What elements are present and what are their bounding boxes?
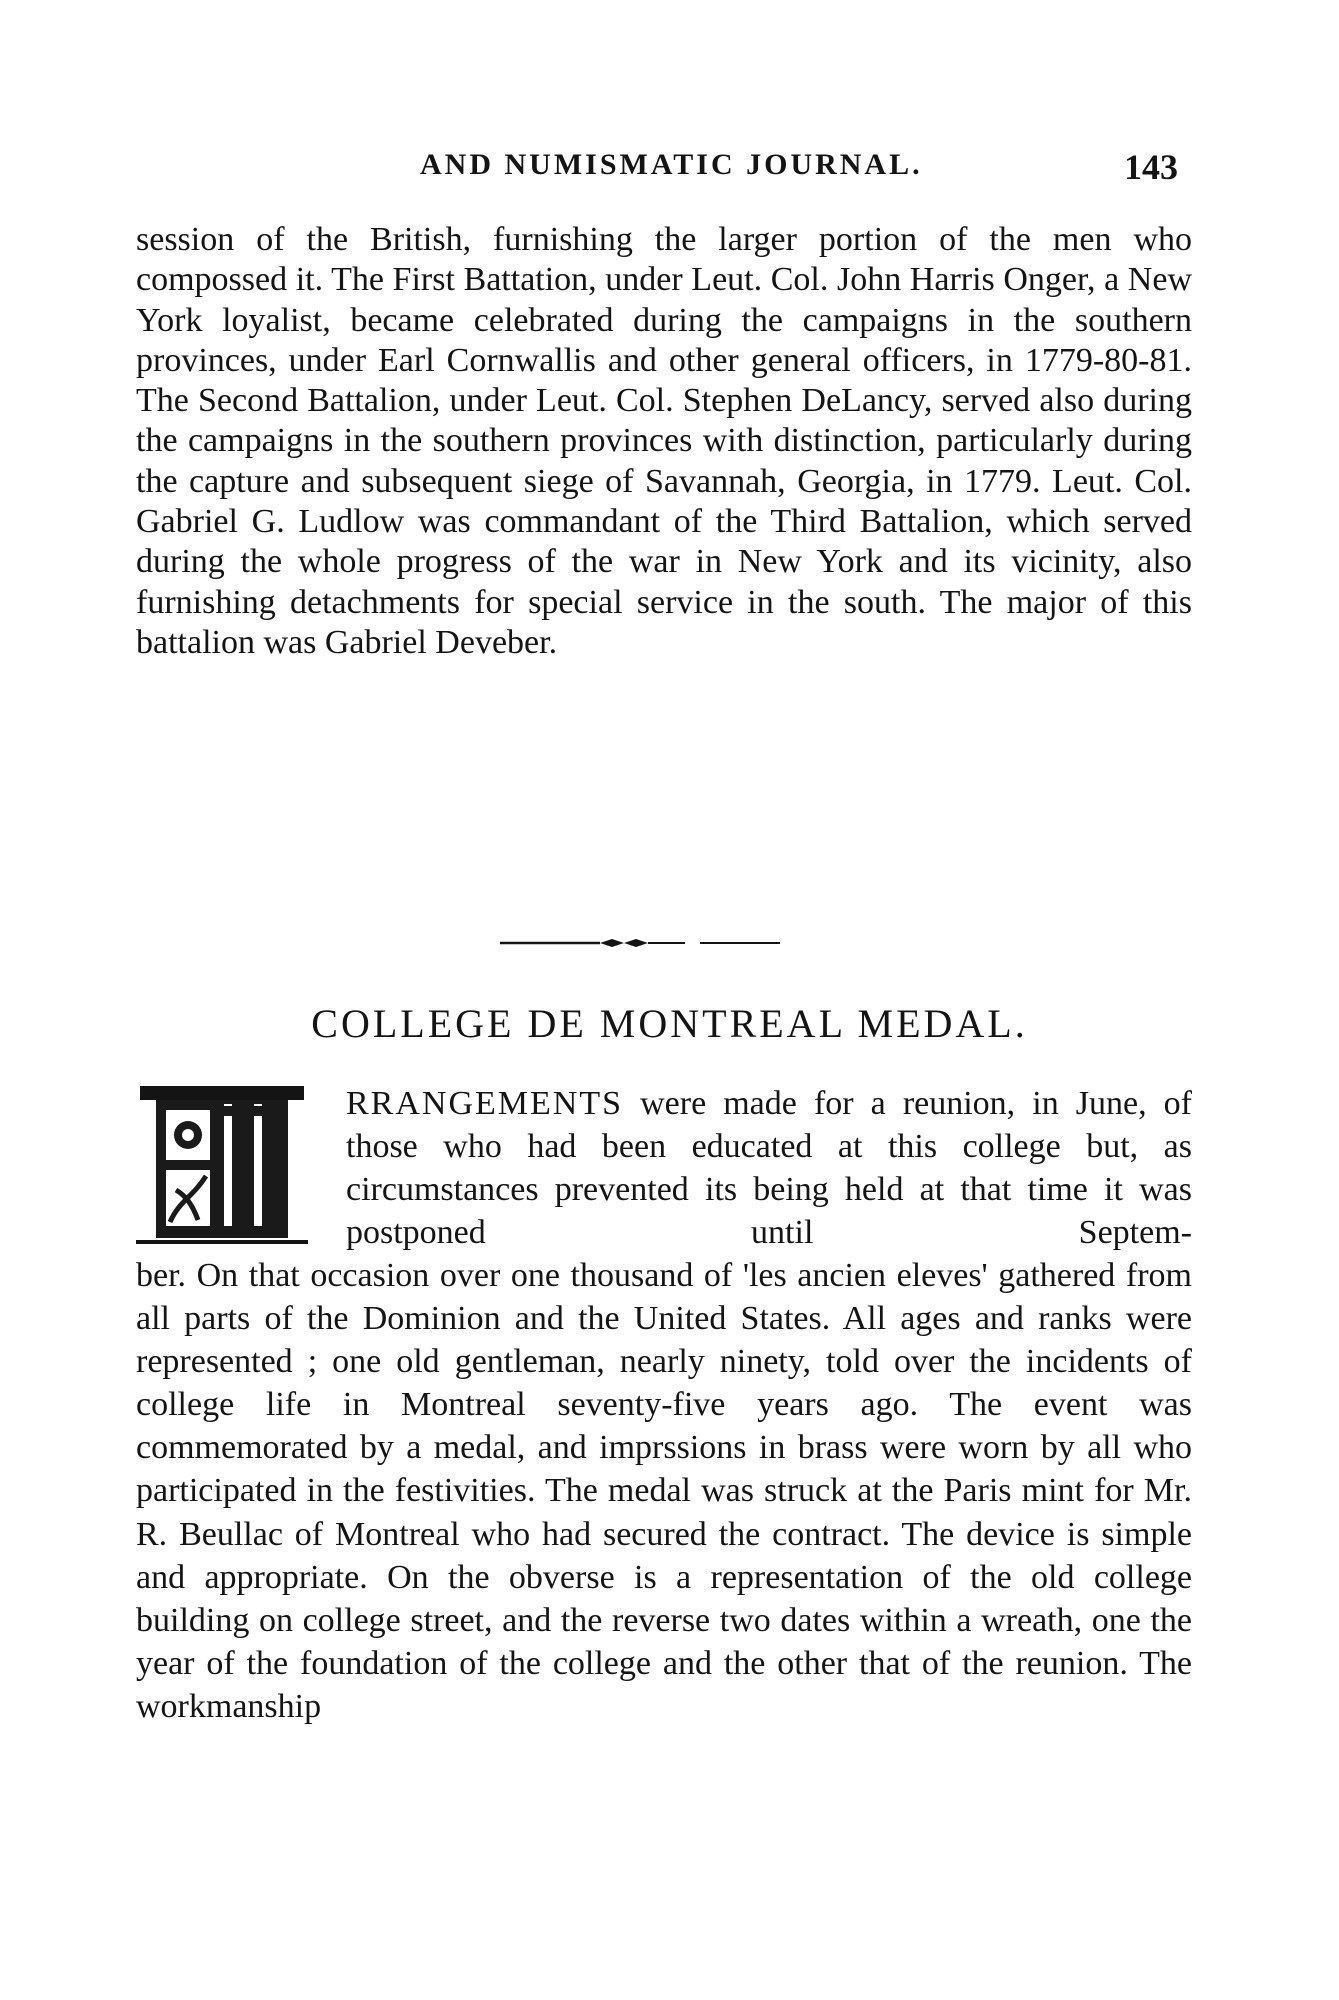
paragraph-medal-body: ber. On that occasion over one thousand of 'les ancien eleves' gathered from all parts of the Dominion and the United States. All ages and ranks were represented ; one old gentleman, nearly ninety, told over the incidents of college life in Montreal seventy-five years ago. The event was commemorated by a medal, and imprssions in brass were worn by all who participated in the festivities. The medal was struck at the Paris mint for Mr. R. Beullac of Montreal who had secured the contract. The device is simple and appropriate. On the obverse is a representation of the old college building on college street, and the reverse two dates within a wreath, one the year of the foundation of the college and the other that of the reunion. The workmanship: [136, 1257, 1192, 1725]
section-divider-ornament: [500, 935, 780, 951]
lead-word-smallcaps: RRANGEMENTS: [346, 1085, 624, 1122]
page-number: 143: [1124, 147, 1178, 187]
running-head-title: AND NUMISMATIC JOURNAL.: [420, 148, 923, 181]
lead-text: were made for a reunion, in June, of those who had been educated at this college but, as circumstances prevented its being held at that time it was postponed until Septem-: [346, 1085, 1192, 1251]
paragraph-medal-lead: [346, 1082, 1192, 1254]
decorated-initial-a-icon: [136, 1080, 308, 1252]
drop-cap-letter: A: [286, 1120, 287, 1121]
running-header: [170, 148, 1190, 198]
paragraph-battalions: session of the British, furnishing the larger portion of the men who compossed it. The First Battation, under Leut. Col. John Harris Onger, a New York loyalist, became celebrated during the campaigns in the southern provinces, under Earl Cornwallis and other general officers, in 1779-80-81. The Second Battalion, under Leut. Col. Stephen DeLancy, served also during the campaigns in the southern provinces with distinction, particularly during the capture and subsequent siege of Savannah, Georgia, in 1779. Leut. Col. Gabriel G. Ludlow was commandant of the Third Battalion, which served during the whole progress of the war in New York and its vicinity, also furnishing detachments for special service in the south. The major of this battalion was Gabriel Deveber.: [136, 221, 1192, 661]
section-title: COLLEGE DE MONTREAL MEDAL.: [311, 1001, 1028, 1046]
